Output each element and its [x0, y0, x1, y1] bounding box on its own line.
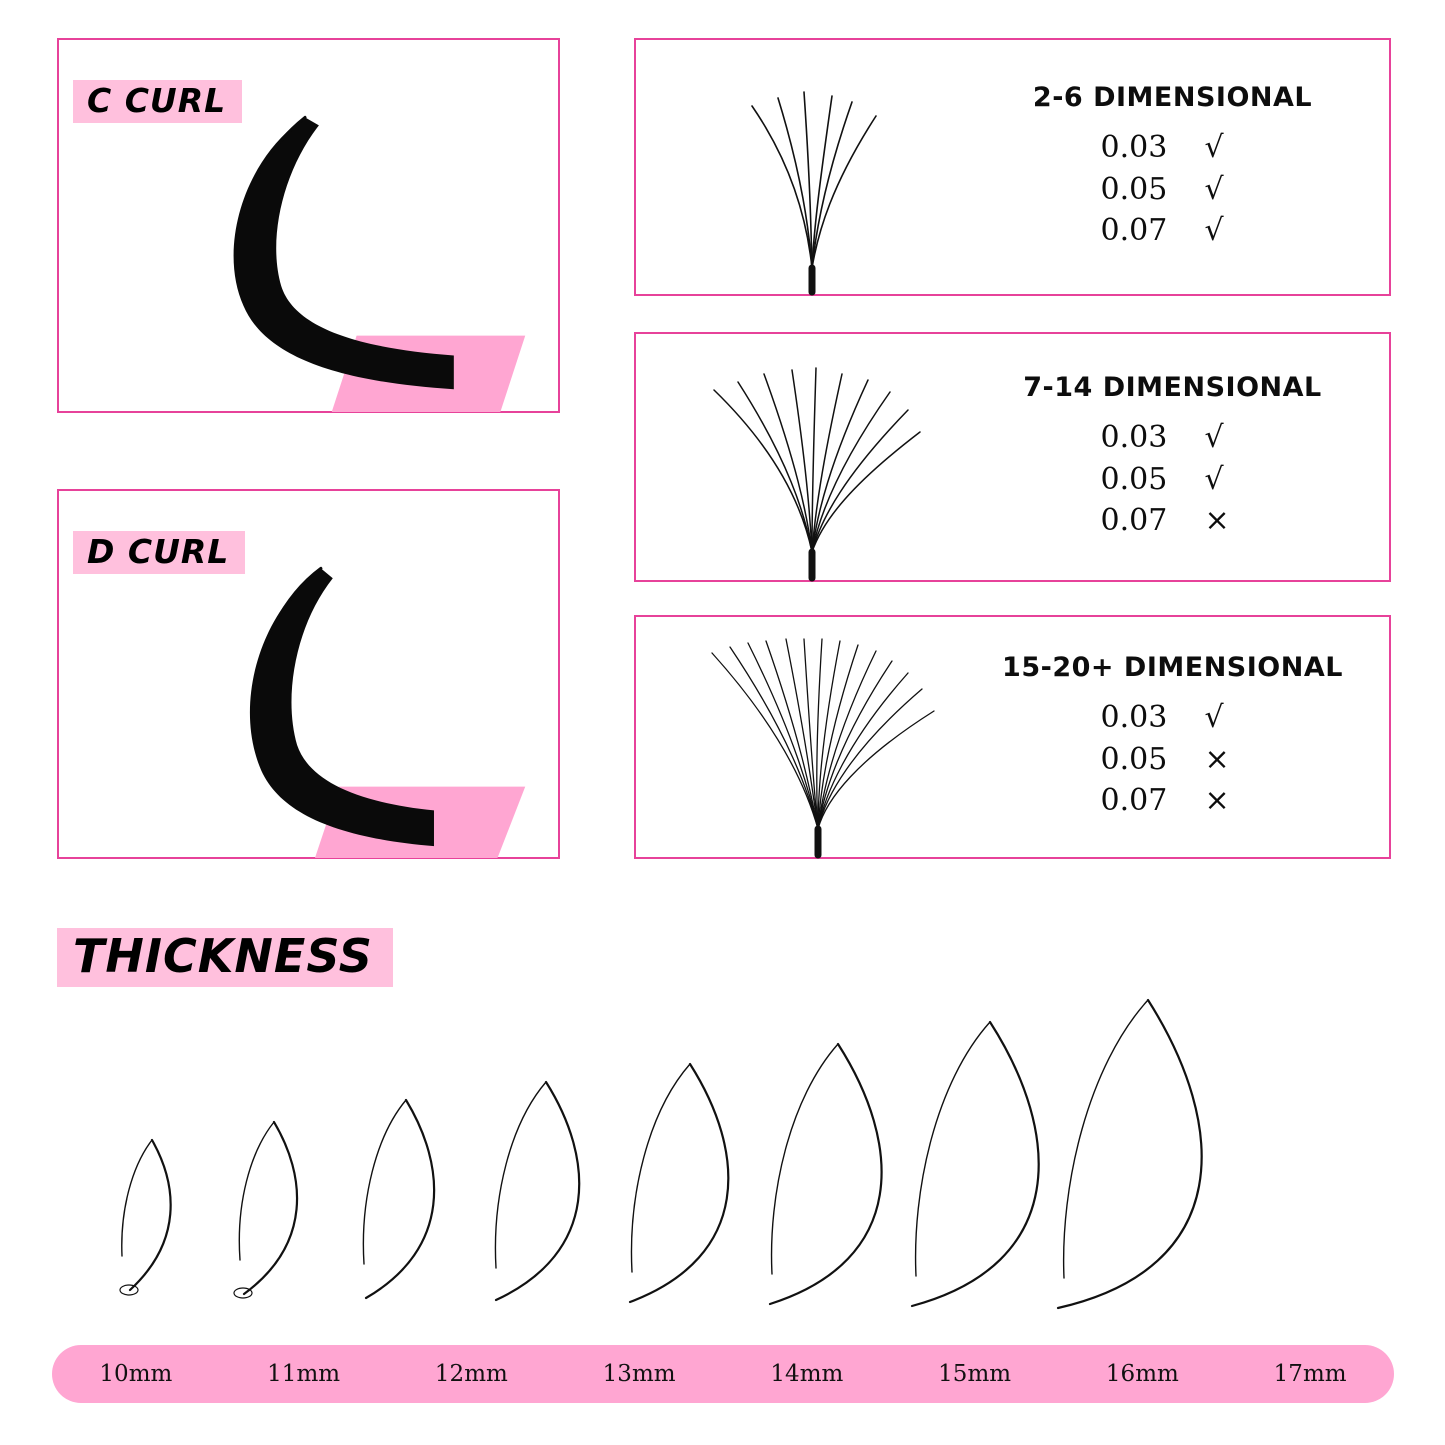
fan-svg — [636, 40, 966, 298]
dimensional-title: 7-14 DIMENSIONAL — [1023, 372, 1322, 404]
length-label-17mm: 17mm — [1273, 1361, 1347, 1387]
fan-illustration-7-14 — [636, 334, 966, 580]
support-mark: √ — [1204, 213, 1224, 249]
curl-panel-d — [57, 489, 560, 859]
length-label-11mm: 11mm — [267, 1361, 341, 1387]
lash-11mm — [234, 1122, 297, 1298]
dimensional-text-7-14 — [966, 372, 1389, 541]
thickness-value: 0.03 — [1100, 420, 1168, 456]
table-row — [1101, 417, 1245, 458]
lash-14mm — [630, 1064, 728, 1302]
support-mark: √ — [1204, 171, 1224, 207]
thickness-value: 0.07 — [1100, 213, 1168, 249]
thickness-support-list — [1101, 697, 1245, 821]
lash-17mm — [1058, 1000, 1202, 1308]
support-mark: √ — [1204, 700, 1224, 736]
thickness-value: 0.03 — [1100, 700, 1168, 736]
dimensional-title: 2-6 DIMENSIONAL — [1032, 82, 1313, 114]
support-mark: √ — [1204, 130, 1224, 166]
length-scale-bar — [52, 1345, 1394, 1403]
support-mark: × — [1204, 741, 1230, 777]
thickness-value: 0.03 — [1100, 130, 1168, 166]
c-curl-label: C CURL — [73, 80, 242, 123]
table-row — [1101, 459, 1245, 500]
thickness-value: 0.05 — [1100, 461, 1168, 497]
table-row — [1101, 500, 1245, 541]
table-row — [1101, 210, 1245, 251]
fan-svg — [636, 617, 966, 861]
table-row — [1101, 169, 1245, 210]
dimensional-panel-15-20 — [634, 615, 1391, 859]
length-label-14mm: 14mm — [770, 1361, 844, 1387]
thickness-support-list — [1101, 417, 1245, 541]
thickness-value: 0.07 — [1100, 503, 1168, 539]
thickness-value: 0.05 — [1100, 171, 1168, 207]
dimensional-title: 15-20+ DIMENSIONAL — [1002, 652, 1343, 684]
lash-10mm — [120, 1140, 171, 1295]
length-label-15mm: 15mm — [938, 1361, 1012, 1387]
lash-12mm — [363, 1100, 434, 1298]
table-row — [1101, 739, 1245, 780]
thickness-support-list — [1101, 127, 1245, 251]
table-row — [1101, 780, 1245, 821]
table-row — [1101, 697, 1245, 738]
lash-13mm — [495, 1082, 579, 1300]
dimensional-text-2-6 — [966, 82, 1389, 251]
thickness-value: 0.07 — [1100, 783, 1168, 819]
support-mark: √ — [1204, 461, 1224, 497]
d-curl-label: D CURL — [73, 531, 245, 574]
lash-15mm — [770, 1044, 882, 1304]
dimensional-text-15-20 — [966, 652, 1389, 821]
lash-16mm — [912, 1022, 1039, 1306]
support-mark: √ — [1204, 420, 1224, 456]
fan-illustration-15-20 — [636, 617, 966, 857]
dimensional-panel-2-6 — [634, 38, 1391, 296]
curl-panel-c — [57, 38, 560, 413]
lash-length-illustrations — [0, 960, 1445, 1330]
length-label-12mm: 12mm — [434, 1361, 508, 1387]
length-label-10mm: 10mm — [99, 1361, 173, 1387]
table-row — [1101, 127, 1245, 168]
thickness-value: 0.05 — [1100, 741, 1168, 777]
length-label-16mm: 16mm — [1105, 1361, 1179, 1387]
fan-illustration-2-6 — [636, 40, 966, 294]
support-mark: × — [1204, 783, 1230, 819]
thickness-section-title: THICKNESS — [57, 928, 393, 987]
dimensional-panel-7-14 — [634, 332, 1391, 582]
length-label-13mm: 13mm — [602, 1361, 676, 1387]
fan-svg — [636, 334, 966, 584]
support-mark: × — [1204, 503, 1230, 539]
